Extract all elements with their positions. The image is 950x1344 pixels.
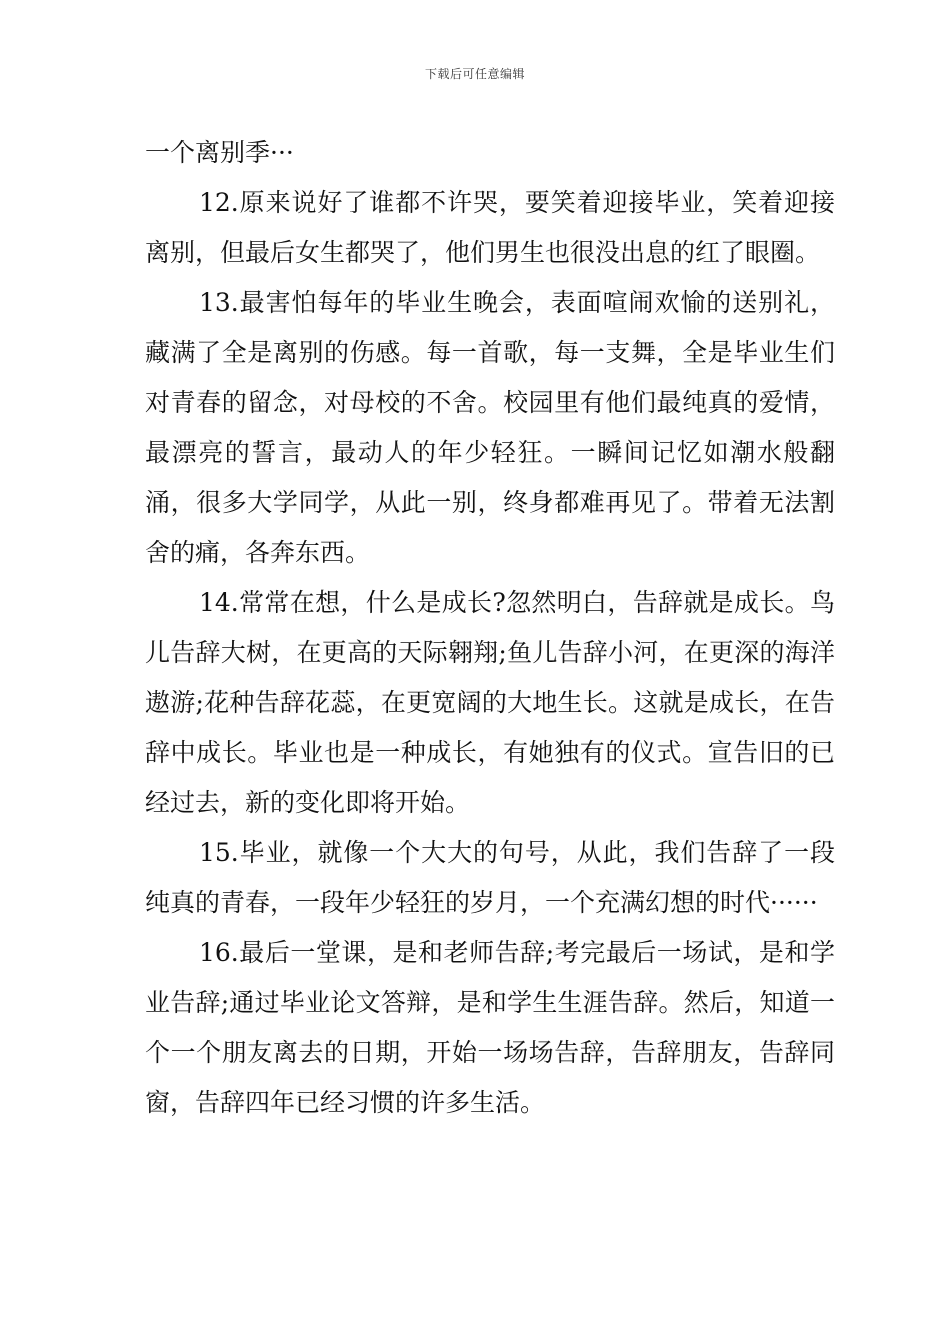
paragraph-item-12: 12.原来说好了谁都不许哭，要笑着迎接毕业，笑着迎接离别，但最后女生都哭了，他们男生也很没出息的红了眼圈。 — [145, 188, 835, 267]
paragraph-item-14: 14.常常在想，什么是成长?忽然明白，告辞就是成长。鸟儿告辞大树，在更高的天际翱翔;鱼儿告辞小河，在更深的海洋遨游;花种告辞花蕊，在更宽阔的大地生长。这就是成长，在告辞中成长。毕业也是一种成长，有她独有的仪式。宣告旧的已经过去，新的变化即将开始。 — [145, 588, 835, 817]
paragraph-item-16: 16.最后一堂课，是和老师告辞;考完最后一场试，是和学业告辞;通过毕业论文答辩，是和学生生涯告辞。然后，知道一个一个朋友离去的日期，开始一场场告辞，告辞朋友，告辞同窗，告辞四年已经习惯的许多生活。 — [145, 938, 835, 1117]
paragraph-item-15: 15.毕业，就像一个大大的句号，从此，我们告辞了一段纯真的青春，一段年少轻狂的岁月，一个充满幻想的时代······ — [145, 838, 835, 917]
paragraph-item-13: 13.最害怕每年的毕业生晚会，表面喧闹欢愉的送别礼，藏满了全是离别的伤感。每一首歌，每一支舞，全是毕业生们对青春的留念，对母校的不舍。校园里有他们最纯真的爱情，最漂亮的誓言，最动人的年少轻狂。一瞬间记忆如潮水般翻涌，很多大学同学，从此一别，终身都难再见了。带着无法割舍的痛，各奔东西。 — [145, 288, 835, 567]
document-body — [145, 128, 835, 1128]
paragraph-continuation: 一个离别季··· — [145, 138, 294, 167]
page-header: 下载后可任意编辑 — [424, 67, 525, 81]
